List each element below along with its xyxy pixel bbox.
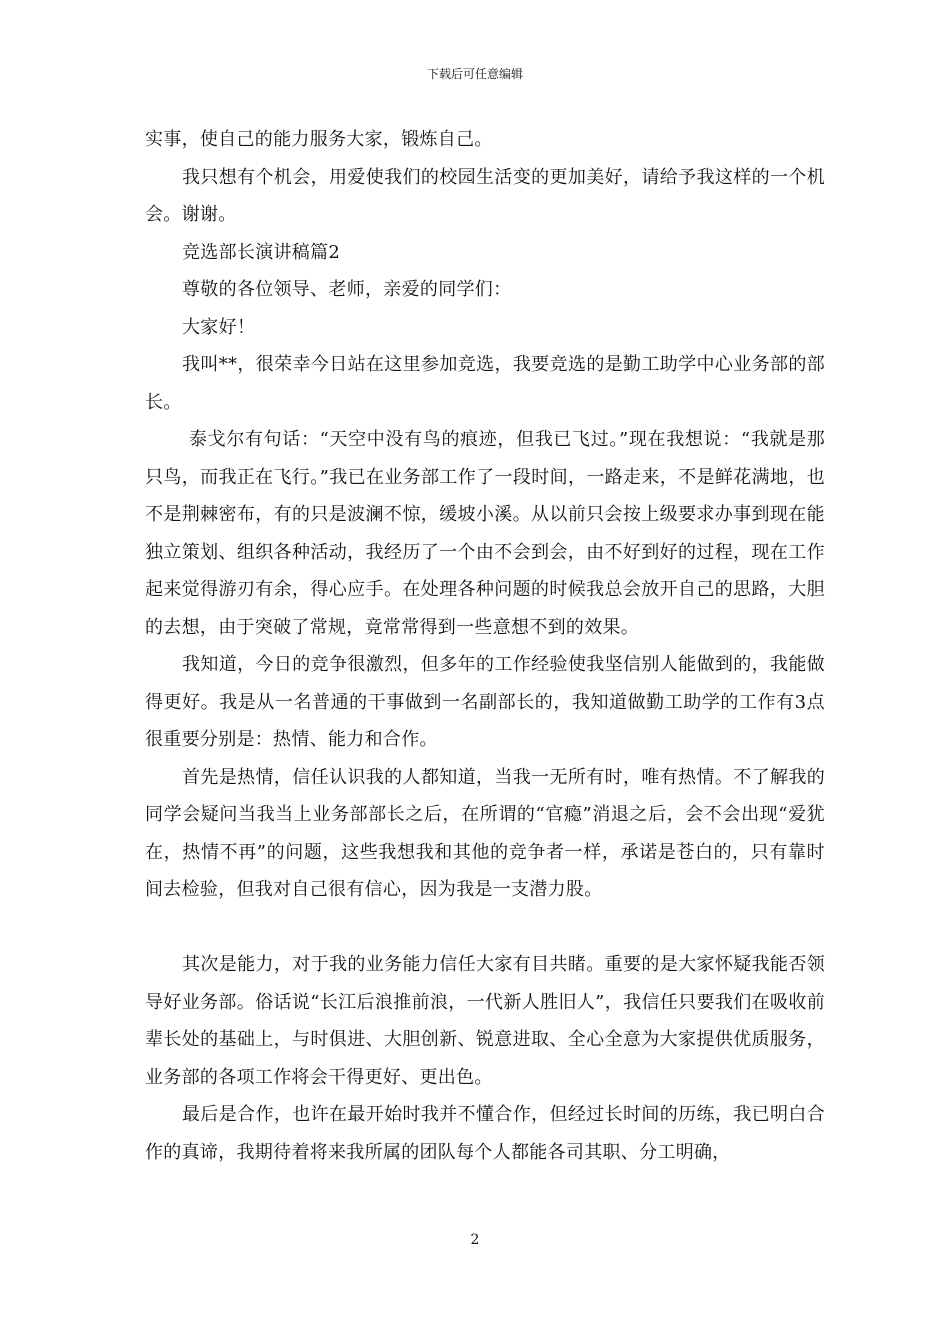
paragraph: 我只想有个机会，用爱使我们的校园生活变的更加美好，请给予我这样的一个机会。谢谢。 (145, 166, 825, 225)
paragraph-continuation: 实事，使自己的能力服务大家，锻炼自己。 (145, 129, 493, 150)
blank-line (145, 909, 825, 947)
greeting: 大家好！ (182, 316, 256, 338)
paragraph: 我叫**，很荣幸今日站在这里参加竞选，我要竞选的是勤工助学中心业务部的部长。 (145, 354, 825, 413)
paragraph: 最后是合作，也许在最开始时我并不懂合作，但经过长时间的历练，我已明白合作的真谛，我期待着将来我所属的团队每个人都能各司其职、分工明确， (145, 1104, 825, 1163)
page-number: 2 (470, 1232, 480, 1248)
document-body (145, 121, 825, 1171)
paragraph: 我知道，今日的竞争很激烈，但多年的工作经验使我坚信别人能做到的，我能做得更好。我是从一名普通的干事做到一名副部长的，我知道做勤工助学的工作有3点很重要分别是：热情、能力和合作。 (145, 654, 825, 750)
page-header: 下载后可任意编辑 (426, 67, 523, 81)
paragraph: 首先是热情，信任认识我的人都知道，当我一无所有时，唯有热情。不了解我的同学会疑问当我当上业务部部长之后，在所谓的“官瘾”消退之后，会不会出现“爱犹在，热情不再”的问题，这些我想我和其他的竞争者一样，承诺是苍白的，只有靠时间去检验，但我对自己很有信心，因为我是一支潜力股。 (145, 766, 825, 900)
section-title: 竞选部长演讲稿篇2 (182, 241, 341, 263)
paragraph: 其次是能力，对于我的业务能力信任大家有目共睹。重要的是大家怀疑我能否领导好业务部。俗话说“长江后浪推前浪，一代新人胜旧人”，我信任只要我们在吸收前辈长处的基础上，与时俱进、大胆创新、锐意进取、全心全意为大家提供优质服务，业务部的各项工作将会干得更好、更出色。 (145, 954, 825, 1088)
salutation: 尊敬的各位领导、老师，亲爱的同学们： (182, 279, 512, 300)
paragraph: 泰戈尔有句话：“天空中没有鸟的痕迹，但我已飞过。”现在我想说：“我就是那只鸟，而我正在飞行。”我已在业务部工作了一段时间，一路走来，不是鲜花满地，也不是荆棘密布，有的只是波澜不惊，缓坡小溪。从以前只会按上级要求办事到现在能独立策划、组织各种活动，我经历了一个由不会到会，由不好到好的过程，现在工作起来觉得游刃有余，得心应手。在处理各种问题的时候我总会放开自己的思路，大胆的去想，由于突破了常规，竟常常得到一些意想不到的效果。 (145, 429, 825, 638)
